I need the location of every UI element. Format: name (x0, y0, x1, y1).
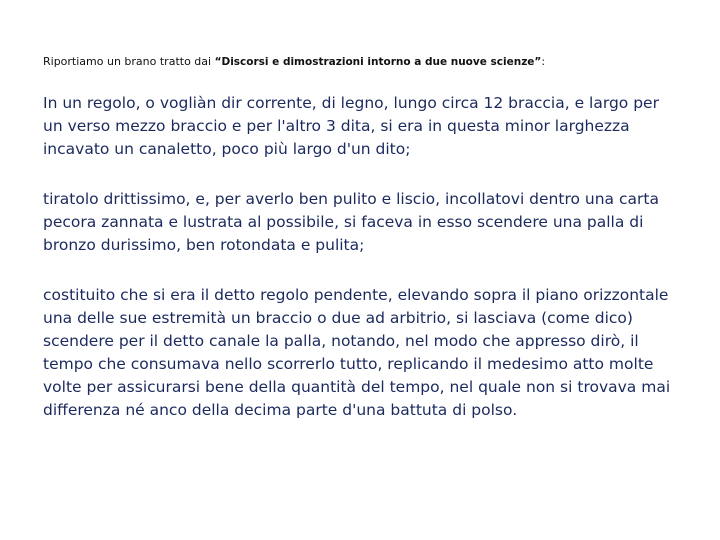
quote-paragraph-2: tiratolo drittissimo, e, per averlo ben pulito e liscio, incollatovi dentro una carta pecora zannata e lustrata al possibile, si faceva in esso scendere una palla di bronzo durissimo, ben rotondata e pulita; (43, 190, 659, 254)
book-title: “Discorsi e dimostrazioni intorno a due nuove scienze” (214, 56, 542, 68)
quote-paragraph-3: costituito che si era il detto regolo pendente, elevando sopra il piano orizzontale una delle sue estremità un braccio o due ad arbitrio, si lasciava (come dico) scendere per il detto canale la palla, notando, nel modo che appresso dirò, il tempo che consumava nello scorrerlo tutto, replicando il medesimo atto molte volte per assicurarsi bene della quantità del tempo, nel quale non si trovava mai differenza né anco della decima parte d'una battuta di polso. (43, 286, 671, 419)
intro-suffix: : (541, 55, 546, 68)
intro-line (43, 55, 683, 68)
intro-prefix: Riportiamo un brano tratto dai (43, 55, 215, 68)
quote-paragraph-1: In un regolo, o vogliàn dir corrente, di legno, lungo circa 12 braccia, e largo per un verso mezzo braccio e per l'altro 3 dita, si era in questa minor larghezza incavato un canaletto, poco più largo d'un dito; (43, 94, 659, 158)
